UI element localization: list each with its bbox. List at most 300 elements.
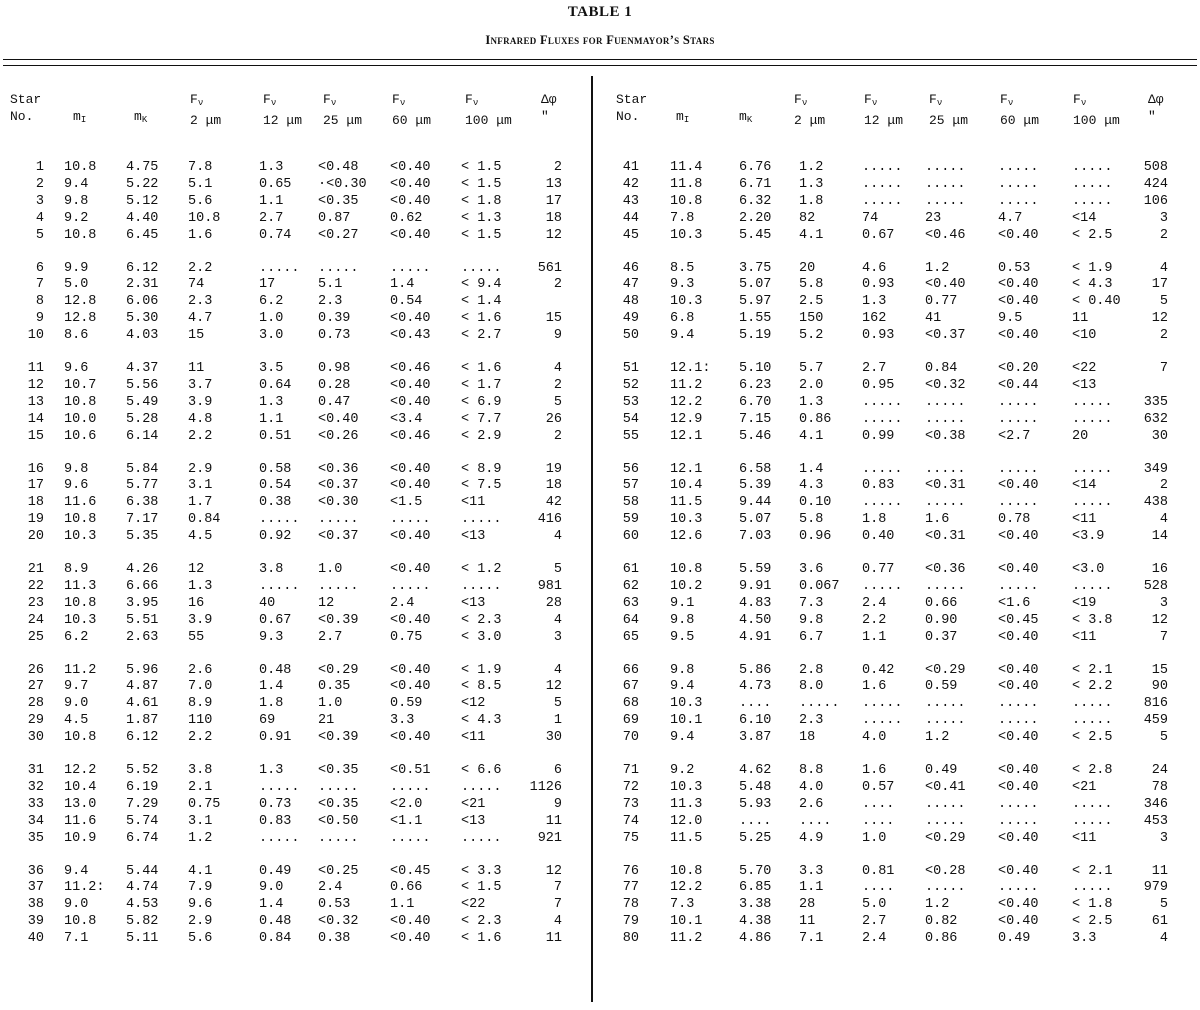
cell-m-i: 7.3 (670, 897, 695, 913)
cell-m-i: 12.8 (64, 294, 97, 310)
cell-f-25um: 1.0 (318, 696, 343, 712)
cell-f-60um: <0.40 (390, 311, 431, 327)
cell-m-i: 10.7 (64, 377, 97, 393)
cell-f-60um: ..... (998, 160, 1039, 175)
cell-star-no: 73 (622, 796, 639, 812)
cell-f-100um: < 3.3 (461, 863, 502, 879)
cell-m-k: 4.74 (126, 880, 159, 896)
cell-f-12um: 1.6 (862, 763, 887, 778)
cell-m-k: 3.95 (126, 595, 159, 611)
cell-f-100um: <12 (461, 696, 486, 712)
cell-f-100um: <21 (1072, 779, 1097, 795)
cell-f-60um: <0.40 (998, 529, 1039, 545)
cell-f-2um: 1.1 (799, 880, 824, 896)
cell-m-k: 5.93 (739, 796, 772, 812)
cell-f-100um: ..... (1072, 880, 1113, 896)
cell-f-12um: ..... (259, 512, 300, 528)
cell-f-60um: <0.40 (390, 478, 431, 494)
cell-delta-phi: 4 (1159, 931, 1168, 947)
cell-star-no: 46 (622, 260, 639, 276)
cell-f-60um: 9.5 (998, 311, 1023, 327)
cell-star-no: 39 (27, 914, 44, 930)
cell-star-no: 67 (622, 679, 639, 695)
cell-f-12um: 0.99 (862, 428, 895, 444)
cell-f-60um: <0.40 (390, 679, 431, 695)
cell-f-25um: 0.38 (318, 931, 351, 947)
cell-star-no: 8 (35, 294, 44, 310)
cell-m-i: 11.6 (64, 495, 97, 511)
cell-f-60um: <0.40 (998, 277, 1039, 293)
cell-f-2um: 1.7 (188, 495, 213, 511)
cell-f-25um: 0.82 (925, 914, 958, 930)
cell-delta-phi: 921 (537, 830, 562, 846)
cell-f-25um: <0.26 (318, 428, 359, 444)
cell-delta-phi: 17 (1151, 277, 1168, 293)
cell-m-k: 5.56 (126, 377, 159, 393)
cell-f-25um: <0.35 (318, 763, 359, 778)
cell-f-12um: ..... (259, 260, 300, 276)
cell-f-25um: 0.86 (925, 931, 958, 947)
cell-star-no: 5 (35, 227, 44, 243)
cell-f-25um: <0.36 (925, 562, 966, 577)
cell-m-i: 10.8 (64, 394, 97, 410)
cell-star-no: 70 (622, 730, 639, 746)
cell-delta-phi: 2 (553, 428, 562, 444)
cell-star-no: 29 (27, 713, 44, 729)
cell-star-no: 20 (27, 529, 44, 545)
cell-m-k: 4.83 (739, 595, 772, 611)
cell-f-2um: 2.3 (799, 713, 824, 729)
cell-delta-phi: 528 (1143, 578, 1168, 594)
cell-m-i: 6.2 (64, 629, 89, 645)
cell-star-no: 38 (27, 897, 44, 913)
cell-f-2um: 1.6 (188, 227, 213, 243)
cell-m-i: 9.4 (670, 679, 695, 695)
cell-f-25um: <0.32 (318, 914, 359, 930)
cell-f-100um: <14 (1072, 210, 1097, 226)
cell-m-i: 12.8 (64, 311, 97, 327)
cell-m-i: 10.3 (670, 512, 703, 528)
cell-delta-phi: 19 (545, 461, 562, 477)
cell-f-25um: ..... (318, 830, 359, 846)
cell-f-25um: ..... (925, 394, 966, 410)
cell-f-25um: <0.30 (318, 495, 359, 511)
table-left-half (0, 0, 590, 1010)
cell-f-100um: ..... (1072, 495, 1113, 511)
cell-delta-phi: 61 (1151, 914, 1168, 930)
cell-m-k: 5.46 (739, 428, 772, 444)
cell-f-100um: ..... (1072, 461, 1113, 477)
cell-f-100um: < 3.0 (461, 629, 502, 645)
cell-m-i: 13.0 (64, 796, 97, 812)
cell-f-25um: ..... (318, 260, 359, 276)
cell-f-25um: <0.39 (318, 612, 359, 628)
cell-delta-phi: 508 (1143, 160, 1168, 175)
cell-f-100um: <13 (461, 529, 486, 545)
cell-m-k: 6.14 (126, 428, 159, 444)
cell-f-100um: <10 (1072, 328, 1097, 344)
cell-star-no: 13 (27, 394, 44, 410)
cell-f-12um: 0.48 (259, 662, 292, 678)
cell-f-12um: 0.38 (259, 495, 292, 511)
cell-f-12um: 0.65 (259, 176, 292, 192)
cell-f-12um: ..... (862, 411, 903, 427)
cell-f-2um: 2.0 (799, 377, 824, 393)
cell-f-12um: 1.3 (259, 763, 284, 778)
cell-f-60um: <0.40 (390, 193, 431, 209)
cell-f-2um: 5.8 (799, 277, 824, 293)
cell-f-100um: < 1.9 (461, 662, 502, 678)
cell-f-12um: 0.58 (259, 461, 292, 477)
cell-f-100um: ..... (461, 779, 502, 795)
cell-m-k: 4.61 (126, 696, 159, 712)
cell-f-12um: .... (862, 796, 895, 812)
cell-delta-phi: 4 (553, 612, 562, 628)
cell-f-2um: 2.2 (188, 730, 213, 746)
cell-f-12um: ..... (259, 830, 300, 846)
cell-delta-phi: 12 (1151, 612, 1168, 628)
cell-f-25um: ..... (925, 696, 966, 712)
cell-delta-phi: 2 (553, 160, 562, 175)
cell-m-i: 12.1 (670, 428, 703, 444)
cell-f-25um: 0.47 (318, 394, 351, 410)
cell-f-60um: <0.40 (998, 914, 1039, 930)
cell-m-k: 6.12 (126, 260, 159, 276)
cell-star-no: 33 (27, 796, 44, 812)
header-f100: $F_\nu$ 100 μm (465, 92, 512, 128)
header-f2: $F_\nu$ 2 μm (190, 92, 222, 128)
cell-star-no: 58 (622, 495, 639, 511)
cell-f-25um: ..... (318, 779, 359, 795)
cell-f-12um: 1.1 (259, 411, 284, 427)
cell-f-60um: 0.54 (390, 294, 423, 310)
cell-f-2um: 2.8 (799, 662, 824, 678)
cell-m-i: 11.4 (670, 160, 703, 175)
cell-f-2um: 11 (188, 361, 205, 376)
cell-delta-phi: 632 (1143, 411, 1168, 427)
cell-f-100um: ..... (1072, 578, 1113, 594)
cell-f-25um: <0.48 (318, 160, 359, 175)
cell-m-k: 9.91 (739, 578, 772, 594)
cell-f-60um: <0.40 (390, 394, 431, 410)
cell-f-25um: 1.2 (925, 260, 950, 276)
cell-m-k: 3.87 (739, 730, 772, 746)
cell-f-100um: < 1.4 (461, 294, 502, 310)
cell-f-60um: <0.40 (998, 863, 1039, 879)
cell-f-12um: 0.57 (862, 779, 895, 795)
cell-f-12um: ..... (862, 193, 903, 209)
cell-f-60um: ..... (998, 880, 1039, 896)
cell-f-100um: < 2.9 (461, 428, 502, 444)
cell-star-no: 68 (622, 696, 639, 712)
cell-f-60um: 2.4 (390, 595, 415, 611)
cell-star-no: 4 (35, 210, 44, 226)
cell-delta-phi: 349 (1143, 461, 1168, 477)
cell-f-100um: ..... (1072, 813, 1113, 829)
cell-f-2um: 2.2 (188, 260, 213, 276)
cell-f-60um: <0.40 (390, 227, 431, 243)
cell-f-2um: 1.3 (799, 176, 824, 192)
cell-delta-phi: 2 (1159, 227, 1168, 243)
cell-m-k: 5.44 (126, 863, 159, 879)
cell-f-2um: 3.3 (799, 863, 824, 879)
cell-f-2um: 4.9 (799, 830, 824, 846)
cell-m-i: 9.8 (64, 461, 89, 477)
cell-f-60um: <0.40 (998, 227, 1039, 243)
cell-delta-phi: 3 (1159, 210, 1168, 226)
cell-f-100um: ..... (1072, 696, 1113, 712)
cell-m-k: 5.52 (126, 763, 159, 778)
cell-f-12um: 0.84 (259, 931, 292, 947)
cell-f-2um: 0.75 (188, 796, 221, 812)
cell-delta-phi: 12 (545, 679, 562, 695)
cell-m-i: 9.4 (670, 730, 695, 746)
cell-m-k: 4.26 (126, 562, 159, 577)
cell-star-no: 15 (27, 428, 44, 444)
cell-m-i: 10.3 (670, 779, 703, 795)
cell-m-i: 10.4 (670, 478, 703, 494)
cell-m-k: .... (739, 696, 772, 712)
cell-star-no: 36 (27, 863, 44, 879)
cell-f-12um: 2.4 (862, 931, 887, 947)
cell-m-k: 5.84 (126, 461, 159, 477)
cell-star-no: 17 (27, 478, 44, 494)
cell-f-25um: <0.50 (318, 813, 359, 829)
cell-m-k: 4.91 (739, 629, 772, 645)
cell-f-2um: 2.1 (188, 779, 213, 795)
cell-star-no: 1 (35, 160, 44, 175)
cell-f-25um: <0.35 (318, 193, 359, 209)
cell-f-100um: < 1.5 (461, 880, 502, 896)
header-f25: $F_\nu$ 25 μm (929, 92, 969, 128)
cell-m-k: 4.62 (739, 763, 772, 778)
cell-f-2um: 3.7 (188, 377, 213, 393)
cell-f-60um: 1.1 (390, 897, 415, 913)
cell-f-2um: 5.6 (188, 931, 213, 947)
cell-f-2um: 16 (188, 595, 205, 611)
cell-f-100um: < 3.8 (1072, 612, 1113, 628)
cell-f-12um: 5.0 (862, 897, 887, 913)
cell-star-no: 44 (622, 210, 639, 226)
cell-f-2um: 55 (188, 629, 205, 645)
cell-f-60um: ..... (390, 578, 431, 594)
cell-f-100um: < 2.5 (1072, 914, 1113, 930)
cell-f-60um: <0.40 (998, 897, 1039, 913)
cell-f-12um: 0.48 (259, 914, 292, 930)
cell-m-k: 4.53 (126, 897, 159, 913)
cell-m-k: 4.40 (126, 210, 159, 226)
cell-delta-phi: 816 (1143, 696, 1168, 712)
cell-f-25um: ..... (925, 578, 966, 594)
cell-f-25um: 41 (925, 311, 942, 327)
cell-f-100um: ..... (1072, 176, 1113, 192)
cell-delta-phi: 981 (537, 578, 562, 594)
cell-star-no: 60 (622, 529, 639, 545)
cell-f-25um: ..... (925, 160, 966, 175)
cell-f-60um: ..... (998, 176, 1039, 192)
cell-f-25um: ..... (925, 495, 966, 511)
cell-f-100um: < 1.5 (461, 176, 502, 192)
cell-m-i: 9.2 (64, 210, 89, 226)
cell-f-12um: 2.4 (862, 595, 887, 611)
cell-f-60um: <0.40 (390, 176, 431, 192)
cell-f-2um: 18 (799, 730, 816, 746)
cell-m-k: 5.86 (739, 662, 772, 678)
cell-f-100um: < 2.1 (1072, 662, 1113, 678)
cell-m-i: 11.3 (64, 578, 97, 594)
cell-f-2um: 3.8 (188, 763, 213, 778)
cell-f-2um: 28 (799, 897, 816, 913)
cell-m-k: 6.58 (739, 461, 772, 477)
cell-f-12um: 3.5 (259, 361, 284, 376)
cell-f-100um: 11 (1072, 311, 1089, 327)
cell-f-60um: ..... (390, 830, 431, 846)
cell-star-no: 80 (622, 931, 639, 947)
cell-star-no: 6 (35, 260, 44, 276)
table-subtitle: Infrared Fluxes for Fuenmayor’s Stars (485, 33, 715, 47)
cell-f-12um: 69 (259, 713, 276, 729)
cell-f-12um: 0.42 (862, 662, 895, 678)
cell-f-60um: 0.59 (390, 696, 423, 712)
cell-f-2um: 9.8 (799, 612, 824, 628)
cell-f-25um: ..... (925, 880, 966, 896)
cell-f-25um: ..... (925, 193, 966, 209)
cell-f-100um: ..... (1072, 796, 1113, 812)
cell-f-60um: <1.6 (998, 595, 1031, 611)
cell-f-60um: <0.51 (390, 763, 431, 778)
cell-star-no: 64 (622, 612, 639, 628)
cell-f-2um: 0.96 (799, 529, 832, 545)
cell-f-2um: 5.2 (799, 328, 824, 344)
cell-f-2um: 4.0 (799, 779, 824, 795)
cell-f-60um: <1.5 (390, 495, 423, 511)
cell-f-25um: ..... (925, 411, 966, 427)
header-f2: $F_\nu$ 2 μm (794, 92, 826, 128)
cell-f-25um: <0.37 (925, 328, 966, 344)
cell-delta-phi: 15 (545, 311, 562, 327)
cell-f-60um: ..... (998, 796, 1039, 812)
cell-f-100um: <11 (1072, 512, 1097, 528)
cell-f-25um: <0.38 (925, 428, 966, 444)
header-f12: $F_\nu$ 12 μm (864, 92, 904, 128)
cell-m-i: 9.8 (670, 612, 695, 628)
cell-m-k: 6.38 (126, 495, 159, 511)
cell-m-k: 4.73 (739, 679, 772, 695)
cell-f-2um: 3.1 (188, 813, 213, 829)
cell-m-i: 10.0 (64, 411, 97, 427)
cell-f-100um: < 4.3 (461, 713, 502, 729)
cell-delta-phi: 979 (1143, 880, 1168, 896)
cell-f-12um: 40 (259, 595, 276, 611)
cell-f-100um: < 2.5 (1072, 730, 1113, 746)
cell-f-100um: ..... (1072, 713, 1113, 729)
header-mI: $m_I$ (73, 109, 87, 125)
cell-f-25um: <0.29 (925, 830, 966, 846)
cell-f-2um: 1.4 (799, 461, 824, 477)
cell-m-k: 6.85 (739, 880, 772, 896)
cell-f-12um: 0.67 (259, 612, 292, 628)
cell-delta-phi: 12 (1151, 311, 1168, 327)
cell-m-k: 6.23 (739, 377, 772, 393)
cell-f-25um: 1.0 (318, 562, 343, 577)
cell-m-i: 10.8 (64, 160, 97, 175)
cell-f-2um: 5.7 (799, 361, 824, 376)
cell-f-2um: 0.84 (188, 512, 221, 528)
cell-m-i: 11.5 (670, 830, 703, 846)
cell-f-60um: <0.46 (390, 361, 431, 376)
cell-f-60um: 0.75 (390, 629, 423, 645)
cell-f-2um: 4.3 (799, 478, 824, 494)
cell-m-k: 3.38 (739, 897, 772, 913)
cell-delta-phi: 4 (553, 361, 562, 376)
cell-delta-phi: 42 (545, 495, 562, 511)
cell-f-60um: ..... (998, 394, 1039, 410)
cell-f-2um: 1.3 (188, 578, 213, 594)
cell-f-12um: 0.81 (862, 863, 895, 879)
cell-delta-phi: 346 (1143, 796, 1168, 812)
cell-delta-phi: 7 (1159, 629, 1168, 645)
cell-m-i: 8.9 (64, 562, 89, 577)
cell-f-2um: 7.1 (799, 931, 824, 947)
cell-f-2um: 1.2 (188, 830, 213, 846)
cell-f-100um: < 2.7 (461, 328, 502, 344)
cell-f-100um: < 2.2 (1072, 679, 1113, 695)
cell-f-100um: < 1.6 (461, 311, 502, 327)
cell-f-100um: < 8.9 (461, 461, 502, 477)
cell-f-60um: <0.40 (390, 529, 431, 545)
cell-m-i: 9.4 (670, 328, 695, 344)
cell-f-25um: <0.46 (925, 227, 966, 243)
cell-f-2um: 3.1 (188, 478, 213, 494)
cell-f-60um: <3.4 (390, 411, 423, 427)
cell-star-no: 10 (27, 328, 44, 344)
cell-f-12um: 9.3 (259, 629, 284, 645)
cell-m-i: 9.9 (64, 260, 89, 276)
cell-star-no: 7 (35, 277, 44, 293)
cell-delta-phi: 3 (1159, 830, 1168, 846)
cell-f-25um: 2.3 (318, 294, 343, 310)
cell-delta-phi: 9 (553, 796, 562, 812)
cell-f-2um: 5.1 (188, 176, 213, 192)
cell-f-2um: 4.1 (799, 428, 824, 444)
cell-delta-phi: 11 (545, 813, 562, 829)
cell-delta-phi: 459 (1143, 713, 1168, 729)
cell-f-100um: <3.0 (1072, 562, 1105, 577)
cell-m-k: 5.22 (126, 176, 159, 192)
cell-star-no: 30 (27, 730, 44, 746)
cell-m-i: 9.8 (64, 193, 89, 209)
cell-f-2um: 3.9 (188, 612, 213, 628)
cell-f-25um: ..... (318, 578, 359, 594)
cell-f-12um: ..... (259, 578, 300, 594)
header-mK: $m_K$ (134, 109, 148, 125)
cell-m-k: 6.19 (126, 779, 159, 795)
cell-m-k: 6.12 (126, 730, 159, 746)
cell-star-no: 25 (27, 629, 44, 645)
cell-m-i: 12.0 (670, 813, 703, 829)
cell-m-i: 10.3 (64, 612, 97, 628)
cell-m-i: 11.2 (64, 662, 97, 678)
cell-f-12um: 0.73 (259, 796, 292, 812)
cell-f-100um: < 1.5 (461, 160, 502, 175)
cell-m-k: 2.31 (126, 277, 159, 293)
cell-star-no: 11 (27, 361, 44, 376)
cell-star-no: 3 (35, 193, 44, 209)
cell-f-25um: ..... (925, 813, 966, 829)
cell-f-25um: 0.73 (318, 328, 351, 344)
cell-f-25um: 2.4 (318, 880, 343, 896)
cell-f-100um: <22 (461, 897, 486, 913)
